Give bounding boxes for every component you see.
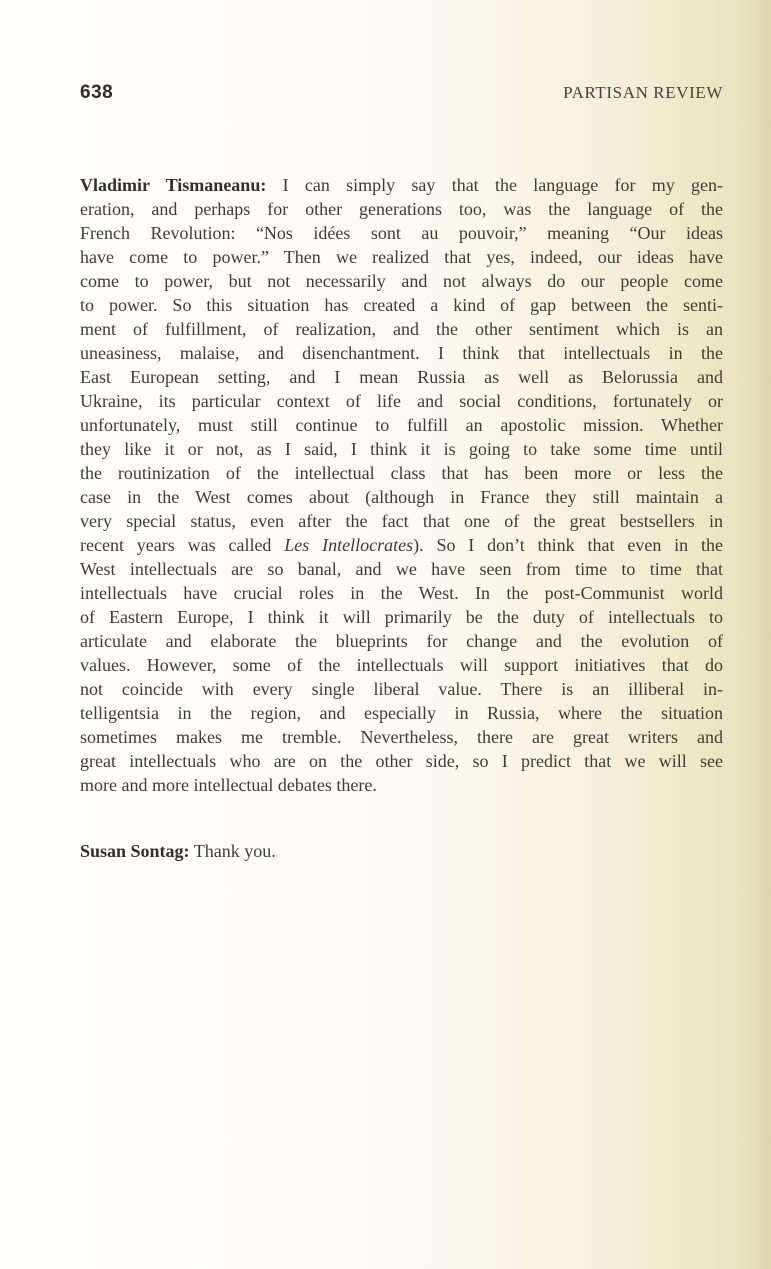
text-line [80, 605, 723, 629]
text-segment: French Revolution: “Nos idées sont au pouvoir,” meaning “Our ideas [80, 223, 723, 243]
text-line [80, 389, 723, 413]
text-line [80, 197, 723, 221]
text-segment: eration, and perhaps for other generations too, was the language of the [80, 199, 723, 219]
text-line [80, 509, 723, 533]
text-segment: East European setting, and I mean Russia as well as Belorussia and [80, 367, 723, 387]
journal-title: PARTISAN REVIEW [563, 83, 723, 102]
text-line [80, 653, 723, 677]
text-line [80, 365, 723, 389]
text-segment: articulate and elaborate the blueprints for change and the evolution of [80, 631, 723, 651]
text-line [80, 629, 723, 653]
text-segment: ). So I don’t think that even in the [413, 535, 723, 555]
text-segment: Thank you. [189, 841, 276, 861]
text-segment: to power. So this situation has created a kind of gap between the senti- [80, 295, 723, 315]
text-segment: Ukraine, its particular context of life and social conditions, fortunately or [80, 391, 723, 411]
text-segment: West intellectuals are so banal, and we have seen from time to time that [80, 559, 723, 579]
text-segment: have come to power.” Then we realized that yes, indeed, our ideas have [80, 247, 723, 267]
text-line [80, 677, 723, 701]
text-segment: Les Intellocrates [284, 535, 414, 555]
text-segment: values. However, some of the intellectuals will support initiatives that do [80, 655, 723, 675]
text-segment: intellectuals have crucial roles in the West. In the post-Communist world [80, 583, 723, 603]
text-line [80, 221, 723, 245]
text-segment: come to power, but not necessarily and not always do our people come [80, 271, 723, 291]
text-line [80, 701, 723, 725]
text-line [80, 725, 723, 749]
speaker-name: Vladimir Tismaneanu: [80, 175, 267, 195]
text-line [80, 317, 723, 341]
text-segment: ment of fulfillment, of realization, and the other sentiment which is an [80, 319, 723, 339]
text-segment: they like it or not, as I said, I think it is going to take some time until [80, 439, 723, 459]
text-segment: more and more intellectual debates there. [80, 775, 377, 795]
text-line [80, 173, 723, 197]
text-segment: telligentsia in the region, and especially in Russia, where the situation [80, 703, 723, 723]
text-segment: not coincide with every single liberal value. There is an illiberal in- [80, 679, 723, 699]
speaker-name: Susan Sontag: [80, 841, 190, 861]
text-line [80, 341, 723, 365]
text-line [80, 293, 723, 317]
text-segment: recent years was called [80, 535, 285, 555]
text-line [80, 839, 723, 863]
text-segment: the routinization of the intellectual class that has been more or less the [80, 463, 723, 483]
text-segment: of Eastern Europe, I think it will primarily be the duty of intellectuals to [80, 607, 723, 627]
text-segment: very special status, even after the fact that one of the great bestsellers in [80, 511, 723, 531]
text-line [80, 437, 723, 461]
text-line [80, 533, 723, 557]
text-line [80, 461, 723, 485]
text-block [80, 173, 723, 863]
text-line [80, 245, 723, 269]
page-number: 638 [80, 82, 114, 103]
text-line [80, 413, 723, 437]
text-line [80, 581, 723, 605]
text-segment: unfortunately, must still continue to fulfill an apostolic mission. Whether [80, 415, 723, 435]
text-segment: great intellectuals who are on the other side, so I predict that we will see [80, 751, 723, 771]
paragraph [80, 839, 723, 863]
page-header [80, 82, 723, 104]
text-segment: I can simply say that the language for my gen- [266, 175, 723, 195]
text-segment: uneasiness, malaise, and disenchantment. I think that intellectuals in the [80, 343, 723, 363]
text-segment: sometimes makes me tremble. Nevertheless, there are great writers and [80, 727, 723, 747]
text-line [80, 485, 723, 509]
text-segment: case in the West comes about (although in France they still maintain a [80, 487, 723, 507]
text-line [80, 773, 723, 797]
paragraph [80, 173, 723, 797]
text-line [80, 269, 723, 293]
text-line [80, 557, 723, 581]
text-line [80, 749, 723, 773]
